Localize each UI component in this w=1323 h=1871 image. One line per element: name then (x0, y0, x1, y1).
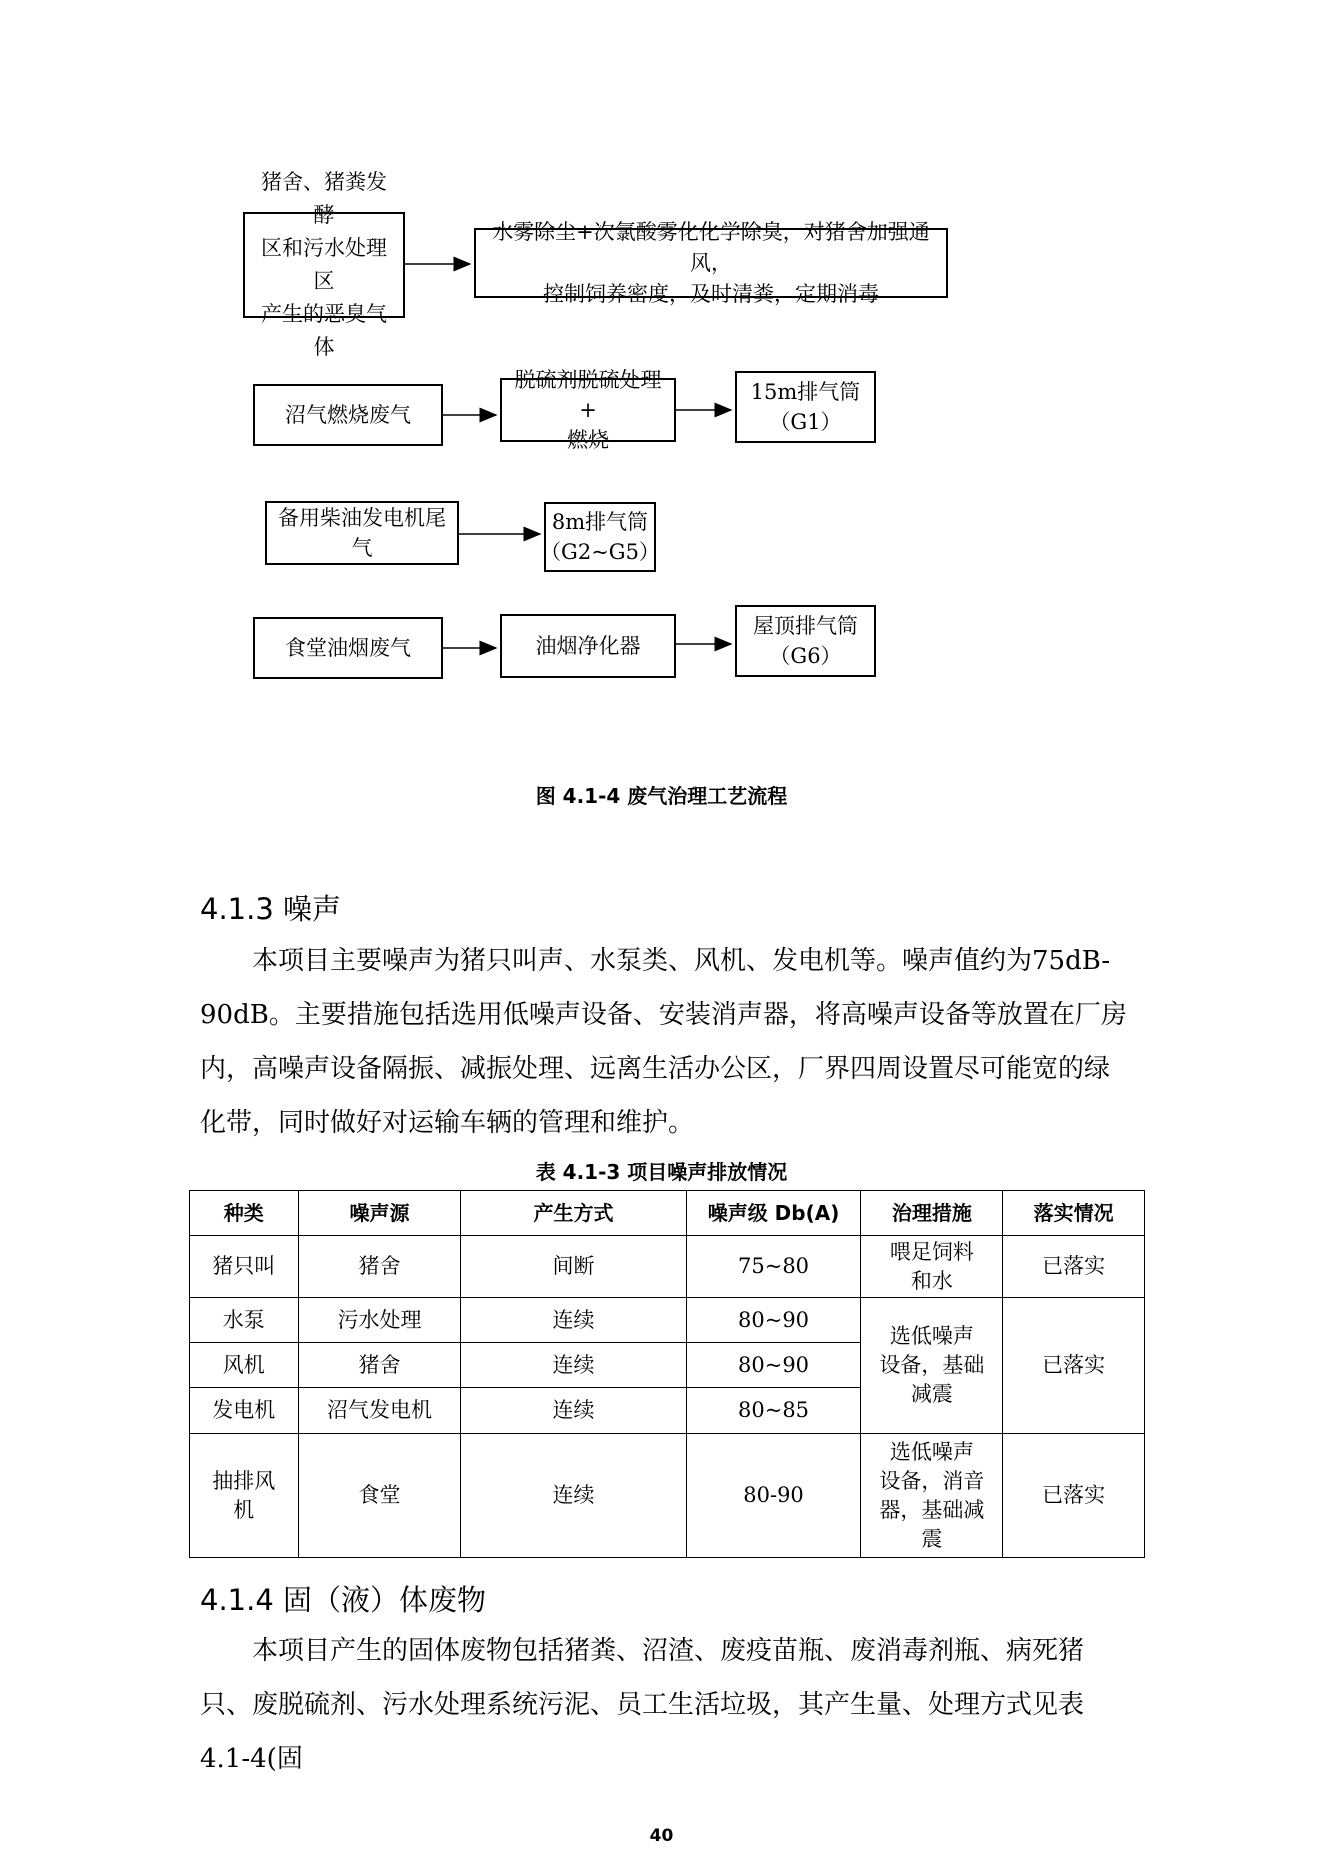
table-row (190, 1236, 1145, 1298)
table-cell: 污水处理 (298, 1298, 461, 1343)
flow-box-oil-purifier: 油烟净化器 (500, 614, 676, 678)
table-cell: 间断 (461, 1236, 686, 1298)
flow-box-biogas-source: 沼气燃烧废气 (253, 384, 443, 446)
flow-box-diesel-source: 备用柴油发电机尾 气 (265, 501, 459, 565)
table-cell: 连续 (461, 1434, 686, 1558)
table-cell: 75~80 (686, 1236, 861, 1298)
solid-waste-paragraph (200, 1624, 1130, 1786)
table-cell: 已落实 (1003, 1236, 1145, 1298)
table-cell: 发电机 (190, 1388, 299, 1434)
table-header: 种类 (190, 1191, 299, 1236)
table-header: 落实情况 (1003, 1191, 1145, 1236)
table-header: 噪声级 Db(A) (686, 1191, 861, 1236)
table-cell: 猪舍 (298, 1343, 461, 1388)
table-caption: 表 4.1-3 项目噪声排放情况 (535, 1160, 788, 1184)
table-cell: 选低噪声 设备，消音 器，基础减 震 (861, 1434, 1003, 1558)
noise-table (189, 1190, 1145, 1558)
section-heading-solid-waste: 4.1.4 固（液）体废物 (200, 1583, 487, 1617)
table-cell: 猪舍 (298, 1236, 461, 1298)
flow-box-desulfur: 脱硫剂脱硫处理+ 燃烧 (500, 378, 676, 442)
table-cell: 风机 (190, 1343, 299, 1388)
table-cell: 连续 (461, 1388, 686, 1434)
table-cell: 80~85 (686, 1388, 861, 1434)
table-cell: 水泵 (190, 1298, 299, 1343)
figure-caption: 图 4.1-4 废气治理工艺流程 (535, 784, 788, 808)
table-row (190, 1298, 1145, 1343)
table-cell: 沼气发电机 (298, 1388, 461, 1434)
table-cell: 食堂 (298, 1434, 461, 1558)
table-header: 产生方式 (461, 1191, 686, 1236)
table-cell: 80~90 (686, 1298, 861, 1343)
section-heading-noise: 4.1.3 噪声 (200, 892, 342, 926)
flow-box-g6: 屋顶排气筒 （G6） (735, 605, 876, 677)
table-cell: 已落实 (1003, 1434, 1145, 1558)
table-header-row (190, 1191, 1145, 1236)
table-cell: 抽排风 机 (190, 1434, 299, 1558)
table-cell: 80-90 (686, 1434, 861, 1558)
flow-box-odor-measure: 水雾除尘+次氯酸雾化化学除臭，对猪舍加强通风， 控制饲养密度，及时清粪，定期消毒 (474, 228, 948, 298)
noise-paragraph (200, 934, 1130, 1150)
table-cell: 连续 (461, 1343, 686, 1388)
table-cell: 选低噪声 设备，基础 减震 (861, 1298, 1003, 1434)
flow-box-g1: 15m排气筒 （G1） (735, 371, 876, 443)
flow-box-kitchen-source: 食堂油烟废气 (253, 617, 443, 679)
table-cell: 已落实 (1003, 1298, 1145, 1434)
page-number: 40 (649, 1826, 674, 1846)
table-header: 治理措施 (861, 1191, 1003, 1236)
noise-paragraph-text: 本项目主要噪声为猪只叫声、水泵类、风机、发电机等。噪声值约为75dB-90dB。主要措施包括选用低噪声设备、安装消声器，将高噪声设备等放置在厂房内，高噪声设备隔振、减振处理、远离生活办公区，厂界四周设置尽可能宽的绿化带，同时做好对运输车辆的管理和维护。 (200, 946, 1127, 1138)
table-header: 噪声源 (298, 1191, 461, 1236)
table-cell: 猪只叫 (190, 1236, 299, 1298)
table-cell: 80~90 (686, 1343, 861, 1388)
flow-box-odor-source: 猪舍、猪粪发酵 区和污水处理区 产生的恶臭气体 (243, 212, 405, 318)
table-cell: 连续 (461, 1298, 686, 1343)
table-cell: 喂足饲料 和水 (861, 1236, 1003, 1298)
solid-waste-paragraph-text: 本项目产生的固体废物包括猪粪、沼渣、废疫苗瓶、废消毒剂瓶、病死猪只、废脱硫剂、污水处理系统污泥、员工生活垃圾，其产生量、处理方式见表 4.1-4(固 (200, 1636, 1085, 1774)
table-row (190, 1434, 1145, 1558)
flow-box-g2g5: 8m排气筒 （G2~G5） (544, 502, 656, 572)
